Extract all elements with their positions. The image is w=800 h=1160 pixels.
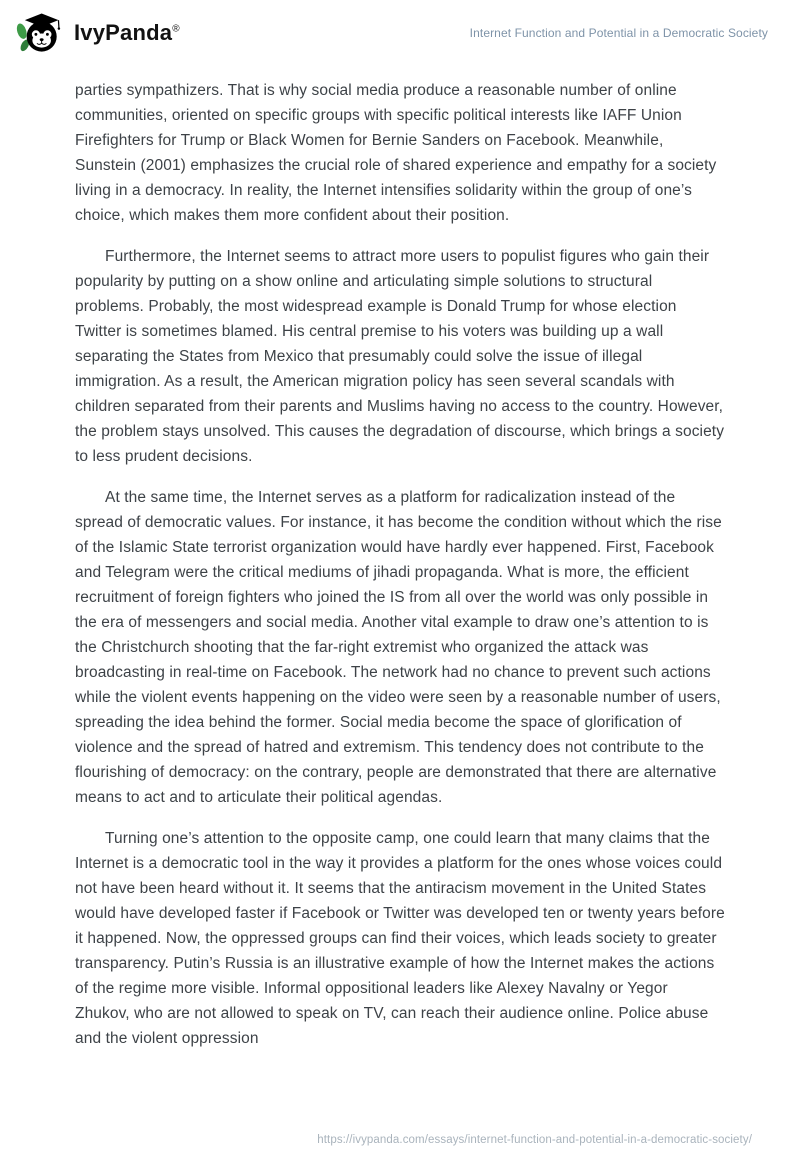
source-url[interactable]: https://ivypanda.com/essays/internet-function-and-potential-in-a-democratic-society/: [317, 1134, 752, 1146]
essay-paragraph: Turning one’s attention to the opposite camp, one could learn that many claims that the Internet is a democratic tool in the way it provides a platform for the ones whose voices could not have been heard without it. It seems that the antiracism movement in the United States would have developed faster if Facebook or Twitter was developed ten or twenty years before it happened. Now, the oppressed groups can find their voices, which leads society to greater transparency. Putin’s Russia is an illustrative example of how the Internet makes the actions of the regime more visible. Informal oppositional leaders like Alexey Navalny or Yegor Zhukov, who are not allowed to speak on TV, can reach their audience online. Police abuse and the violent oppression: [75, 830, 725, 1047]
page-footer: [317, 1134, 752, 1146]
brand-name: IvyPanda®: [74, 20, 180, 45]
panda-graduation-cap-icon: [16, 11, 62, 55]
essay-paragraph: At the same time, the Internet serves as a platform for radicalization instead of the spread of democratic values. For instance, it has become the condition without which the rise of the Islamic State terrorist organization would have hardly ever happened. First, Facebook and Telegram were the critical mediums of jihadi propaganda. What is more, the efficient recruitment of foreign fighters who joined the IS from all over the world was only possible in the era of messengers and social media. Another vital example to draw one’s attention to is the Christchurch shooting that the far-right extremist who organized the attack was broadcasting in real-time on Facebook. The network had no chance to prevent such actions while the violent events happening on the video were seen by a reasonable number of users, spreading the idea behind the former. Social media become the space of glorification of violence and the spread of hatred and extremism. This tendency does not contribute to the flourishing of democracy: on the contrary, people are demonstrated that there are alternative means to act and to articulate their political agendas.: [75, 489, 722, 806]
document-title: Internet Function and Potential in a Democratic Society: [469, 26, 768, 40]
essay-paragraph: Furthermore, the Internet seems to attract more users to populist figures who gain their popularity by putting on a show online and articulating simple solutions to structural problems. Probably, the most widespread example is Donald Trump for whose election Twitter is sometimes blamed. His central premise to his voters was building up a wall separating the States from Mexico that presumably could solve the issue of illegal immigration. As a result, the American migration policy has seen several scandals with children separated from their parents and Muslims having no access to the country. However, the problem stays unsolved. This causes the degradation of discourse, which brings a society to less prudent decisions.: [75, 248, 725, 465]
page-header: [0, 0, 800, 56]
registered-mark: ®: [172, 23, 180, 35]
essay-paragraph: parties sympathizers. That is why social media produce a reasonable number of online communities, oriented on specific groups with specific political interests like IAFF Union Firefighters for Trump or Black Women for Bernie Sanders on Facebook. Meanwhile, Sunstein (2001) emphasizes the crucial role of shared experience and empathy for a society living in a democracy. In reality, the Internet intensifies solidarity within the group of one’s choice, which makes them more confident about their position.: [75, 82, 717, 224]
ivypanda-logo[interactable]: [16, 11, 180, 55]
essay-content: [75, 78, 725, 1051]
